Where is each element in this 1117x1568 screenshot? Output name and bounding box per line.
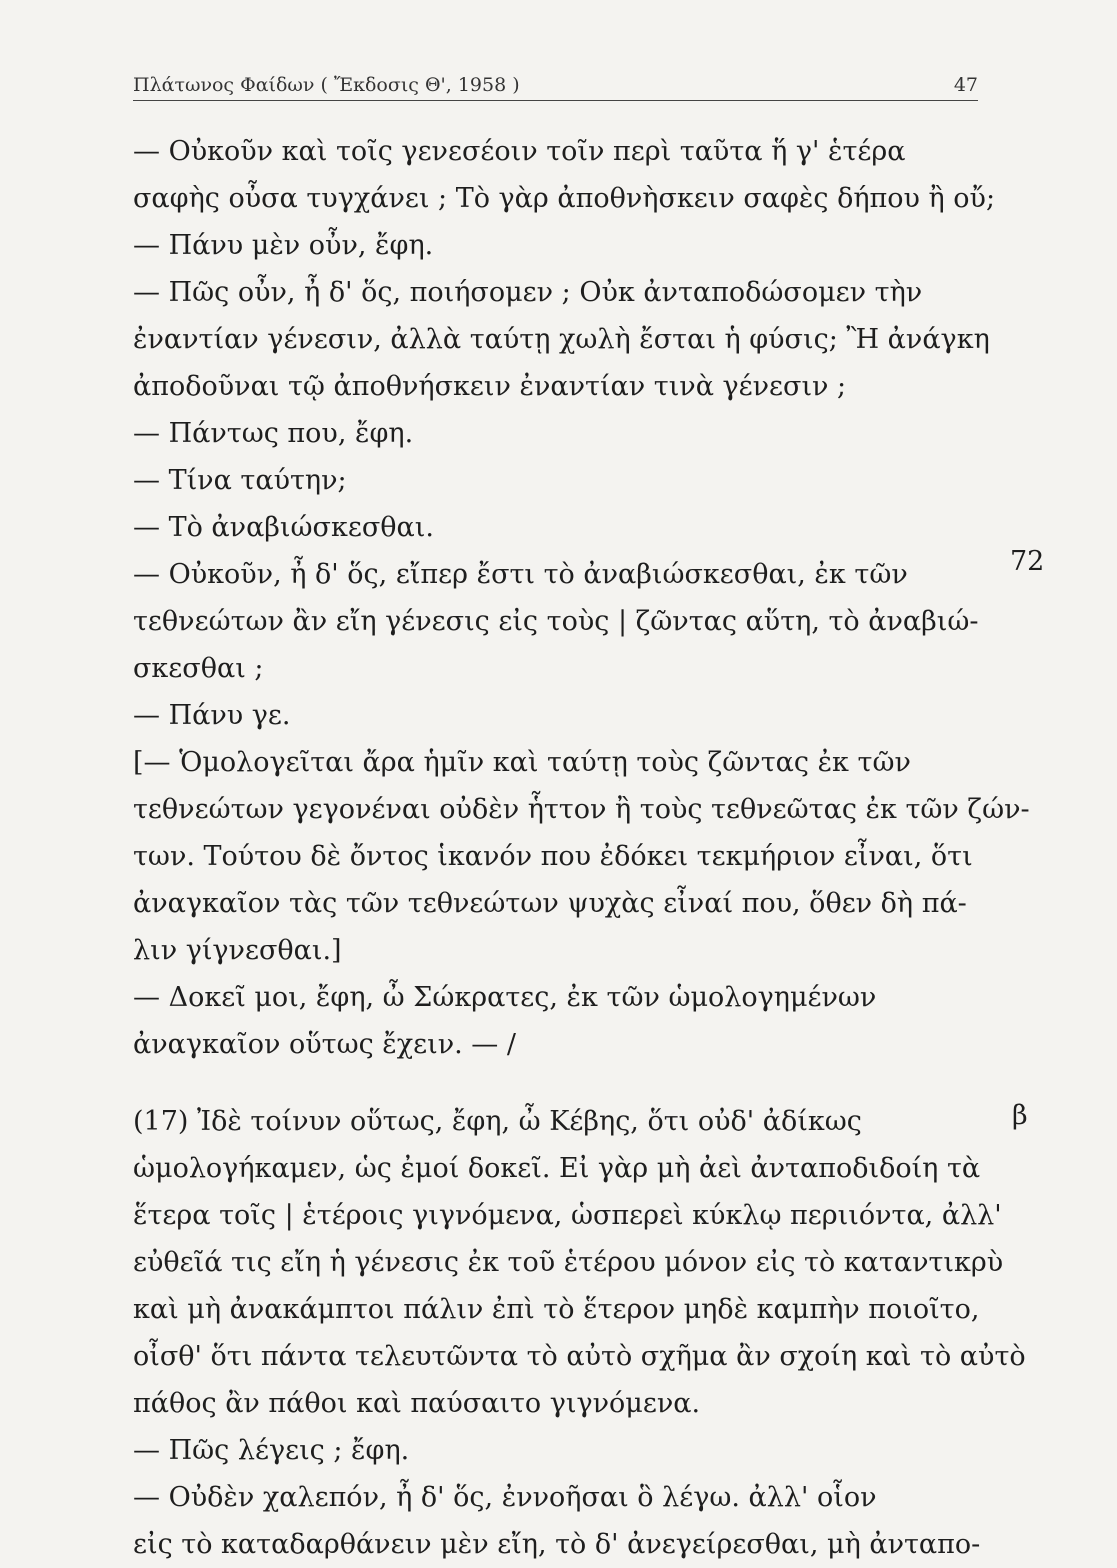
running-title: Πλάτωνος Φαίδων ( Ἔκδοσις Θ', 1958 ) <box>133 74 520 96</box>
text-line: — Τὸ ἀναβιώσκεσθαι. <box>133 512 434 543</box>
text-line: των. Τούτου δὲ ὄντος ἱκανόν που ἐδόκει τεκμήριον εἶναι, ὅτι <box>133 841 973 872</box>
text-line: ἀποδοῦναι τῷ ἀποθνήσκειν ἐναντίαν τινὰ γένεσιν ; <box>133 371 847 402</box>
text-line: λιν γίγνεσθαι.] <box>133 935 342 966</box>
text-line: τεθνεώτων γεγονέναι οὐδὲν ἧττον ἢ τοὺς τεθνεῶτας ἐκ τῶν ζών- <box>133 794 1030 825</box>
text-line: ἀναγκαῖον τὰς τῶν τεθνεώτων ψυχὰς εἶναί που, ὅθεν δὴ πά- <box>133 888 967 919</box>
text-line: πάθος ἂν πάθοι καὶ παύσαιτο γιγνόμενα. <box>133 1388 701 1419</box>
text-line: σαφὴς οὖσα τυγχάνει ; Τὸ γὰρ ἀποθνὴσκειν σαφὲς δήπου ἢ οὔ; <box>133 183 996 214</box>
text-line: — Πάνυ μὲν οὖν, ἔφη. <box>133 230 434 261</box>
text-line: ἐναντίαν γένεσιν, ἀλλὰ ταύτῃ χωλὴ ἔσται ἡ φύσις; Ἢ ἀνάγκη <box>133 324 990 355</box>
text-line: οἶσθ' ὅτι πάντα τελευτῶντα τὸ αὐτὸ σχῆμα ἂν σχοίη καὶ τὸ αὐτὸ <box>133 1341 1026 1372</box>
text-line: σκεσθαι ; <box>133 653 264 684</box>
text-line: — Πῶς λέγεις ; ἔφη. <box>133 1435 410 1466</box>
text-line: — Οὐδὲν χαλεπόν, ἦ δ' ὅς, ἐννοῆσαι ὃ λέγω. ἀλλ' οἷον <box>133 1482 877 1513</box>
section-17-start: (17) Ἰδὲ τοίνυν οὕτως, ἔφη, ὦ Κέβης, ὅτι οὐδ' ἀδίκως <box>133 1106 862 1137</box>
text-line: εὐθεῖά τις εἴη ἡ γένεσις ἐκ τοῦ ἑτέρου μόνον εἰς τὸ καταντικρὺ <box>133 1247 1004 1278</box>
section-marker-b: β <box>1012 1100 1028 1131</box>
running-header <box>133 70 978 101</box>
text-line: — Οὐκοῦν, ἦ δ' ὅς, εἴπερ ἔστι τὸ ἀναβιώσκεσθαι, ἐκ τῶν <box>133 559 908 590</box>
text-line: — Πάνυ γε. <box>133 700 291 731</box>
page-number: 47 <box>953 74 978 96</box>
text-line: — Πῶς οὖν, ἦ δ' ὅς, ποιήσομεν ; Οὐκ ἀνταποδώσομεν τὴν <box>133 277 923 308</box>
text-line: ἀναγκαῖον οὕτως ἔχειν. — / <box>133 1029 516 1060</box>
paragraph-gap <box>133 1068 993 1098</box>
stephanus-marker-72: 72 <box>1010 546 1045 577</box>
text-line: — Τίνα ταύτην; <box>133 465 347 496</box>
text-line: [— Ὁμολογεῖται ἄρα ἡμῖν καὶ ταύτῃ τοὺς ζῶντας ἐκ τῶν <box>133 747 911 778</box>
text-line: τεθνεώτων ἂν εἴη γένεσις εἰς τοὺς | ζῶντας αὕτη, τὸ ἀναβιώ- <box>133 606 979 637</box>
text-line: ὡμολογήκαμεν, ὡς ἐμοί δοκεῖ. Εἰ γὰρ μὴ ἀεὶ ἀνταποδιδοίη τὰ <box>133 1153 981 1184</box>
text-line: — Οὐκοῦν καὶ τοῖς γενεσέοιν τοῖν περὶ ταῦτα ἥ γ' ἑτέρα <box>133 136 906 167</box>
text-line: ἕτερα τοῖς | ἑτέροις γιγνόμενα, ὡσπερεὶ κύκλῳ περιιόντα, ἀλλ' <box>133 1200 1002 1231</box>
text-line: καὶ μὴ ἀνακάμπτοι πάλιν ἐπὶ τὸ ἕτερον μηδὲ καμπὴν ποιοῖτο, <box>133 1294 980 1325</box>
text-line: εἰς τὸ καταδαρθάνειν μὲν εἴη, τὸ δ' ἀνεγείρεσθαι, μὴ ἀνταπο- <box>133 1529 981 1560</box>
text-line: — Πάντως που, ἔφη. <box>133 418 414 449</box>
text-line: — Δοκεῖ μοι, ἔφη, ὦ Σώκρατες, ἐκ τῶν ὡμολογημένων <box>133 982 877 1013</box>
